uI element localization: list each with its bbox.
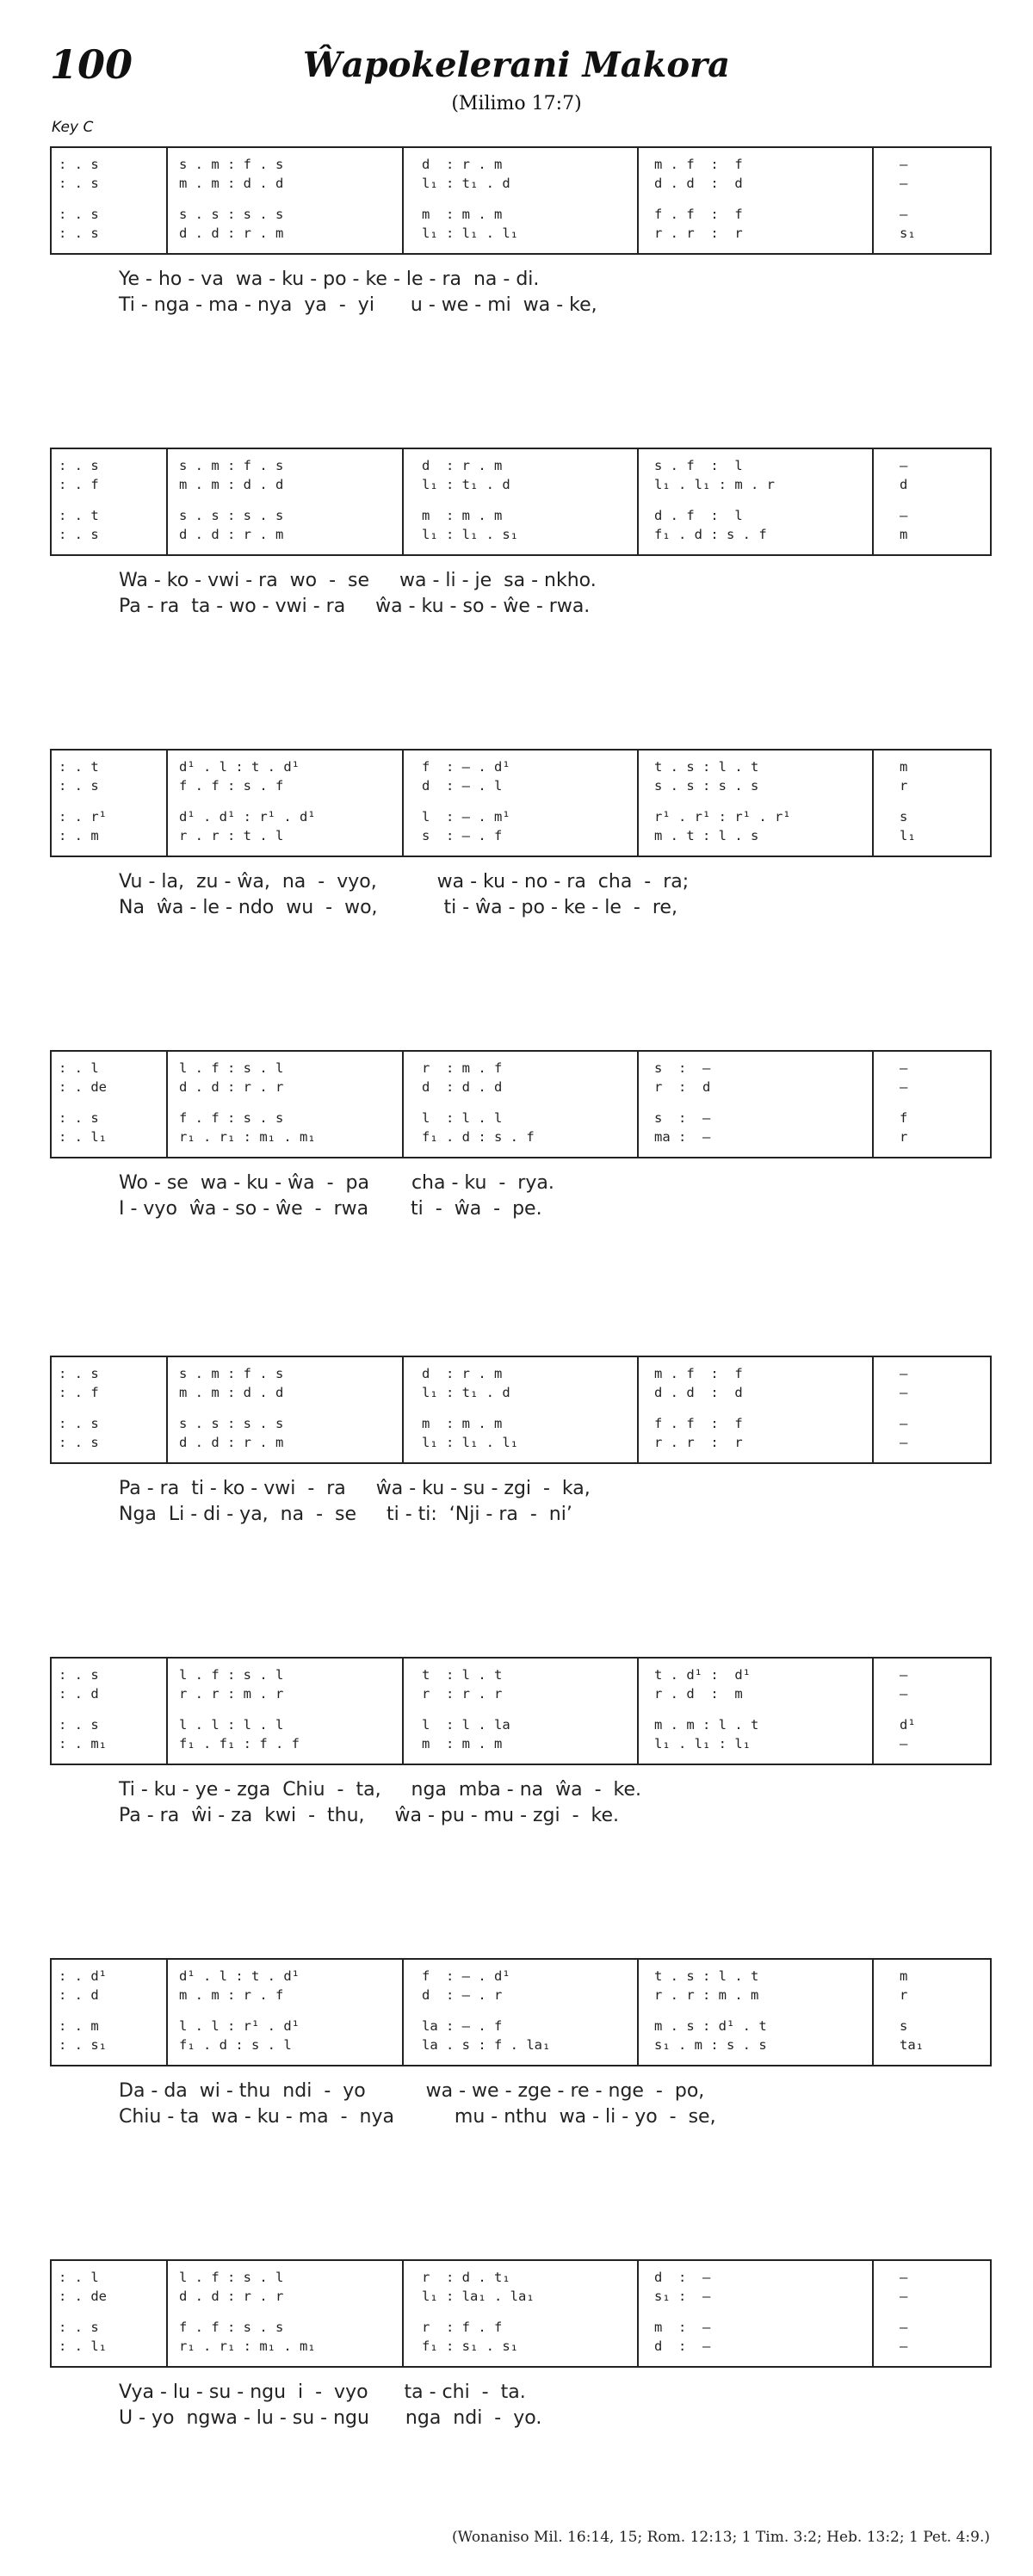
solfa-notes: m . m : d . d bbox=[179, 477, 284, 492]
solfa-notes: : . l bbox=[59, 1060, 99, 1076]
solfa-notes: d¹ . l : t . d¹ bbox=[179, 1968, 300, 1984]
solfa-notes: : . s bbox=[59, 225, 99, 241]
solfa-notes: : . l₁ bbox=[59, 1129, 107, 1145]
lyrics-block bbox=[50, 1171, 992, 1222]
voice-part-row bbox=[52, 174, 990, 193]
lyric-line: Vya - lu - su - ngu i - vyo ta - chi - ta. bbox=[119, 2381, 526, 2403]
solfa-notes: m . m : d . d bbox=[179, 176, 284, 191]
voice-part-row bbox=[52, 1414, 990, 1433]
solfa-notes: — bbox=[900, 1366, 908, 1381]
voice-part-row bbox=[52, 1967, 990, 1986]
solfa-notes: l₁ : l₁ . l₁ bbox=[422, 225, 518, 241]
voice-part-row bbox=[52, 525, 990, 544]
solfa-notes: : . m bbox=[59, 828, 99, 843]
solfa-notes: l₁ : t₁ . d bbox=[422, 1385, 510, 1400]
voice-part-row bbox=[52, 2035, 990, 2054]
solfa-notes: d : — bbox=[654, 2270, 711, 2285]
lyric-line: Da - da wi - thu ndi - yo wa - we - zge - re - nge - po, bbox=[119, 2080, 705, 2102]
solfa-notes: d bbox=[900, 477, 908, 492]
solfa-notes: — bbox=[900, 2320, 908, 2335]
voice-part-row bbox=[52, 1433, 990, 1452]
lyrics-block bbox=[50, 568, 992, 620]
solfa-notes: m . m : l . t bbox=[654, 1717, 759, 1733]
solfa-notes: — bbox=[900, 207, 908, 222]
solfa-notes: r₁ . r₁ : m₁ . m₁ bbox=[179, 1129, 316, 1145]
solfa-notes: m : m . m bbox=[422, 207, 503, 222]
voice-part-row bbox=[52, 776, 990, 795]
solfa-notes: — bbox=[900, 157, 908, 172]
solfa-notes: f₁ : s₁ . s₁ bbox=[422, 2338, 518, 2354]
solfa-notes: s bbox=[900, 2018, 908, 2034]
solfa-staff bbox=[50, 749, 992, 857]
solfa-notes: l₁ : t₁ . d bbox=[422, 477, 510, 492]
solfa-notes: d : d . d bbox=[422, 1079, 503, 1095]
solfa-notes: l : l . la bbox=[422, 1717, 510, 1733]
lyric-line: Ti - nga - ma - nya ya - yi u - we - mi wa - ke, bbox=[119, 294, 597, 316]
solfa-notes: d . d : r . m bbox=[179, 1435, 284, 1450]
voice-part-row bbox=[52, 1078, 990, 1096]
voice-part-row bbox=[52, 1715, 990, 1734]
solfa-notes: l₁ : l₁ . s₁ bbox=[422, 527, 518, 542]
solfa-notes: : . s bbox=[59, 1110, 99, 1126]
solfa-notes: l : – . m¹ bbox=[422, 809, 510, 825]
solfa-notes: : . de bbox=[59, 2289, 107, 2304]
solfa-notes: : . s bbox=[59, 2320, 99, 2335]
solfa-notes: r bbox=[900, 1987, 908, 2003]
solfa-notes: l . f : s . l bbox=[179, 2270, 284, 2285]
solfa-notes: m . f : f bbox=[654, 157, 743, 172]
voice-part-row bbox=[52, 2287, 990, 2306]
solfa-notes: r . r : m . r bbox=[179, 1686, 284, 1702]
solfa-notes: r . d : m bbox=[654, 1686, 743, 1702]
solfa-notes: : . s bbox=[59, 1667, 99, 1683]
voice-part-row bbox=[52, 807, 990, 826]
lyric-line: Ti - ku - ye - zga Chiu - ta, nga mba - na ŵa - ke. bbox=[119, 1779, 641, 1801]
lyrics-block bbox=[50, 869, 992, 921]
solfa-notes: : . s bbox=[59, 157, 99, 172]
voice-part-row bbox=[52, 1364, 990, 1383]
voice-part-row bbox=[52, 2337, 990, 2356]
lyric-line: Wo - se wa - ku - ŵa - pa cha - ku - rya. bbox=[119, 1172, 554, 1194]
solfa-notes: r : d bbox=[654, 1079, 711, 1095]
solfa-notes: — bbox=[900, 1385, 908, 1400]
lyrics-block bbox=[50, 267, 992, 318]
music-system bbox=[50, 1657, 992, 1829]
solfa-notes: — bbox=[900, 1435, 908, 1450]
solfa-notes: d . f : l bbox=[654, 508, 743, 523]
hymn-header bbox=[0, 0, 1033, 136]
solfa-notes: m : m . m bbox=[422, 508, 503, 523]
voice-part-row bbox=[52, 224, 990, 243]
solfa-notes: r : f . f bbox=[422, 2320, 503, 2335]
hymn-number: 100 bbox=[50, 41, 133, 88]
solfa-notes: : . f bbox=[59, 1385, 99, 1400]
music-system bbox=[50, 749, 992, 921]
solfa-notes: t : l . t bbox=[422, 1667, 503, 1683]
solfa-notes: d¹ . l : t . d¹ bbox=[179, 759, 300, 775]
solfa-notes: d . d : d bbox=[654, 176, 743, 191]
solfa-notes: — bbox=[900, 508, 908, 523]
solfa-notes: m : — bbox=[654, 2320, 711, 2335]
solfa-notes: s : — bbox=[654, 1110, 711, 1126]
lyric-line: Ye - ho - va wa - ku - po - ke - le - ra na - di. bbox=[119, 269, 540, 290]
solfa-notes: f : – . d¹ bbox=[422, 759, 510, 775]
solfa-notes: — bbox=[900, 1079, 908, 1095]
solfa-notes: : . s bbox=[59, 1717, 99, 1733]
solfa-notes: — bbox=[900, 1736, 908, 1751]
solfa-notes: : . d bbox=[59, 1987, 99, 2003]
solfa-notes: r . r : r bbox=[654, 225, 743, 241]
voice-part-row bbox=[52, 757, 990, 776]
solfa-notes: s₁ . m : s . s bbox=[654, 2037, 767, 2053]
voice-part-row bbox=[52, 2017, 990, 2035]
voice-part-row bbox=[52, 1665, 990, 1684]
solfa-notes: f . f : f bbox=[654, 207, 743, 222]
solfa-notes: l₁ : la₁ . la₁ bbox=[422, 2289, 535, 2304]
lyric-line: Pa - ra ŵi - za kwi - thu, ŵa - pu - mu - zgi - ke. bbox=[119, 1805, 620, 1826]
voice-part-row bbox=[52, 2268, 990, 2287]
solfa-notes: m . t : l . s bbox=[654, 828, 759, 843]
voice-part-row bbox=[52, 2318, 990, 2337]
solfa-staff bbox=[50, 1050, 992, 1158]
solfa-notes: — bbox=[900, 1686, 908, 1702]
lyric-line: U - yo ngwa - lu - su - ngu nga ndi - yo. bbox=[119, 2407, 542, 2429]
solfa-notes: l₁ . l₁ : l₁ bbox=[654, 1736, 751, 1751]
solfa-notes: d : r . m bbox=[422, 458, 503, 473]
solfa-staff bbox=[50, 1356, 992, 1464]
solfa-notes: la . s : f . la₁ bbox=[422, 2037, 551, 2053]
solfa-notes: : . s₁ bbox=[59, 2037, 107, 2053]
solfa-notes: f . f : s . f bbox=[179, 778, 284, 794]
solfa-notes: s . m : f . s bbox=[179, 1366, 284, 1381]
solfa-notes: r₁ . r₁ : m₁ . m₁ bbox=[179, 2338, 316, 2354]
lyric-line: Vu - la, zu - ŵa, na - vyo, wa - ku - no - ra cha - ra; bbox=[119, 871, 690, 893]
lyrics-block bbox=[50, 2079, 992, 2130]
solfa-notes: d . d : d bbox=[654, 1385, 743, 1400]
solfa-notes: : . s bbox=[59, 458, 99, 473]
solfa-notes: t . s : l . t bbox=[654, 759, 759, 775]
solfa-staff bbox=[50, 448, 992, 556]
solfa-notes: m bbox=[900, 1968, 908, 1984]
solfa-notes: r : m . f bbox=[422, 1060, 503, 1076]
solfa-notes: s : – . f bbox=[422, 828, 503, 843]
solfa-notes: m : m . m bbox=[422, 1416, 503, 1431]
solfa-notes: d . d : r . r bbox=[179, 1079, 284, 1095]
voice-part-row bbox=[52, 475, 990, 494]
solfa-notes: : . d¹ bbox=[59, 1968, 107, 1984]
lyrics-block bbox=[50, 1476, 992, 1528]
lyric-line: Nga Li - di - ya, na - se ti - ti: ‘Nji - ra - ni’ bbox=[119, 1504, 572, 1525]
voice-part-row bbox=[52, 205, 990, 224]
solfa-notes: — bbox=[900, 1416, 908, 1431]
solfa-notes: d : – . l bbox=[422, 778, 503, 794]
lyrics-block bbox=[50, 1777, 992, 1829]
footnote-references: (Wonaniso Mil. 16:14, 15; Rom. 12:13; 1 Tim. 3:2; Heb. 13:2; 1 Pet. 4:9.) bbox=[451, 2529, 990, 2546]
solfa-notes: — bbox=[900, 458, 908, 473]
solfa-notes: m . f : f bbox=[654, 1366, 743, 1381]
music-system bbox=[50, 1356, 992, 1528]
lyric-line: Pa - ra ti - ko - vwi - ra ŵa - ku - su - zgi - ka, bbox=[119, 1478, 591, 1499]
solfa-notes: : . s bbox=[59, 1435, 99, 1450]
solfa-notes: s . s : s . s bbox=[179, 508, 284, 523]
solfa-notes: : . r¹ bbox=[59, 809, 107, 825]
voice-part-row bbox=[52, 1059, 990, 1078]
solfa-notes: — bbox=[900, 176, 908, 191]
voice-part-row bbox=[52, 826, 990, 845]
solfa-notes: s : — bbox=[654, 1060, 711, 1076]
solfa-notes: d¹ bbox=[900, 1717, 916, 1733]
solfa-notes: s . f : l bbox=[654, 458, 743, 473]
solfa-notes: l : l . l bbox=[422, 1110, 503, 1126]
solfa-notes: r . r : t . l bbox=[179, 828, 284, 843]
solfa-notes: : . s bbox=[59, 176, 99, 191]
solfa-notes: s . s : s . s bbox=[179, 1416, 284, 1431]
scripture-reference: (Milimo 17:7) bbox=[451, 93, 582, 114]
solfa-notes: : . t bbox=[59, 508, 99, 523]
solfa-notes: r . r : r bbox=[654, 1435, 743, 1450]
solfa-notes: — bbox=[900, 2270, 908, 2285]
solfa-notes: f . f : s . s bbox=[179, 1110, 284, 1126]
music-system bbox=[50, 146, 992, 318]
solfa-notes: : . s bbox=[59, 527, 99, 542]
solfa-notes: — bbox=[900, 1060, 908, 1076]
solfa-staff bbox=[50, 1958, 992, 2066]
solfa-notes: : . m₁ bbox=[59, 1736, 107, 1751]
solfa-notes: l . f : s . l bbox=[179, 1667, 284, 1683]
solfa-notes: r bbox=[900, 778, 908, 794]
solfa-notes: ta₁ bbox=[900, 2037, 924, 2053]
music-system bbox=[50, 2259, 992, 2431]
solfa-notes: f₁ . d : s . f bbox=[422, 1129, 535, 1145]
music-system bbox=[50, 1958, 992, 2130]
solfa-notes: m . s : d¹ . t bbox=[654, 2018, 767, 2034]
solfa-notes: m : m . m bbox=[422, 1736, 503, 1751]
solfa-notes: f bbox=[900, 1110, 908, 1126]
solfa-notes: s bbox=[900, 809, 908, 825]
solfa-notes: d : r . m bbox=[422, 157, 503, 172]
solfa-notes: r . r : m . m bbox=[654, 1987, 759, 2003]
solfa-notes: ma : — bbox=[654, 1129, 711, 1145]
solfa-notes: s . s : s . s bbox=[654, 778, 759, 794]
solfa-notes: m . m : d . d bbox=[179, 1385, 284, 1400]
solfa-staff bbox=[50, 1657, 992, 1765]
solfa-notes: s . s : s . s bbox=[179, 207, 284, 222]
solfa-notes: : . s bbox=[59, 778, 99, 794]
solfa-notes: : . f bbox=[59, 477, 99, 492]
solfa-notes: d . d : r . m bbox=[179, 527, 284, 542]
solfa-notes: l . l : l . l bbox=[179, 1717, 284, 1733]
voice-part-row bbox=[52, 1986, 990, 2005]
solfa-notes: t . d¹ : d¹ bbox=[654, 1667, 751, 1683]
solfa-notes: : . de bbox=[59, 1079, 107, 1095]
solfa-notes: l₁ : l₁ . l₁ bbox=[422, 1435, 518, 1450]
lyrics-block bbox=[50, 2380, 992, 2431]
solfa-notes: — bbox=[900, 1667, 908, 1683]
solfa-notes: f : – . d¹ bbox=[422, 1968, 510, 1984]
solfa-notes: d . d : r . r bbox=[179, 2289, 284, 2304]
lyric-line: Pa - ra ta - wo - vwi - ra ŵa - ku - so - ŵe - rwa. bbox=[119, 596, 591, 617]
voice-part-row bbox=[52, 456, 990, 475]
solfa-notes: r : d . t₁ bbox=[422, 2270, 510, 2285]
solfa-notes: l₁ : t₁ . d bbox=[422, 176, 510, 191]
solfa-notes: l . f : s . l bbox=[179, 1060, 284, 1076]
solfa-notes: — bbox=[900, 2338, 908, 2354]
lyric-line: I - vyo ŵa - so - ŵe - rwa ti - ŵa - pe. bbox=[119, 1198, 542, 1220]
solfa-notes: d . d : r . m bbox=[179, 225, 284, 241]
solfa-notes: f₁ . f₁ : f . f bbox=[179, 1736, 300, 1751]
solfa-notes: f . f : s . s bbox=[179, 2320, 284, 2335]
music-system bbox=[50, 448, 992, 620]
solfa-notes: f₁ . d : s . f bbox=[654, 527, 767, 542]
solfa-notes: d : – . r bbox=[422, 1987, 503, 2003]
solfa-notes: : . d bbox=[59, 1686, 99, 1702]
voice-part-row bbox=[52, 506, 990, 525]
lyric-line: Chiu - ta wa - ku - ma - nya mu - nthu wa - li - yo - se, bbox=[119, 2106, 716, 2128]
voice-part-row bbox=[52, 1127, 990, 1146]
lyric-line: Wa - ko - vwi - ra wo - se wa - li - je sa - nkho. bbox=[119, 570, 597, 591]
solfa-notes: : . s bbox=[59, 207, 99, 222]
solfa-notes: s . m : f . s bbox=[179, 458, 284, 473]
solfa-staff bbox=[50, 2259, 992, 2368]
voice-part-row bbox=[52, 155, 990, 174]
solfa-notes: : . s bbox=[59, 1416, 99, 1431]
solfa-notes: r : r . r bbox=[422, 1686, 503, 1702]
solfa-notes: : . l bbox=[59, 2270, 99, 2285]
solfa-notes: l . l : r¹ . d¹ bbox=[179, 2018, 300, 2034]
voice-part-row bbox=[52, 1734, 990, 1753]
solfa-notes: d¹ . d¹ : r¹ . d¹ bbox=[179, 809, 316, 825]
solfa-notes: l₁ . l₁ : m . r bbox=[654, 477, 775, 492]
solfa-notes: m . m : r . f bbox=[179, 1987, 284, 2003]
solfa-notes: m bbox=[900, 527, 908, 542]
solfa-notes: : . t bbox=[59, 759, 99, 775]
solfa-notes: d : — bbox=[654, 2338, 711, 2354]
key-signature: Key C bbox=[52, 119, 94, 136]
solfa-staff bbox=[50, 146, 992, 255]
solfa-notes: : . s bbox=[59, 1366, 99, 1381]
voice-part-row bbox=[52, 1383, 990, 1402]
solfa-notes: la : – . f bbox=[422, 2018, 503, 2034]
solfa-notes: d : r . m bbox=[422, 1366, 503, 1381]
music-system bbox=[50, 1050, 992, 1222]
solfa-notes: r bbox=[900, 1129, 908, 1145]
solfa-notes: l₁ bbox=[900, 828, 916, 843]
solfa-notes: s₁ bbox=[900, 225, 916, 241]
solfa-notes: — bbox=[900, 2289, 908, 2304]
solfa-notes: : . m bbox=[59, 2018, 99, 2034]
solfa-notes: m bbox=[900, 759, 908, 775]
solfa-notes: : . l₁ bbox=[59, 2338, 107, 2354]
lyric-line: Na ŵa - le - ndo wu - wo, ti - ŵa - po - ke - le - re, bbox=[119, 897, 677, 918]
solfa-notes: s₁ : — bbox=[654, 2289, 711, 2304]
solfa-notes: f . f : f bbox=[654, 1416, 743, 1431]
solfa-notes: t . s : l . t bbox=[654, 1968, 759, 1984]
solfa-notes: f₁ . d : s . l bbox=[179, 2037, 292, 2053]
hymn-title: Ŵapokelerani Makora bbox=[302, 45, 731, 85]
voice-part-row bbox=[52, 1109, 990, 1127]
solfa-notes: r¹ . r¹ : r¹ . r¹ bbox=[654, 809, 791, 825]
solfa-notes: s . m : f . s bbox=[179, 157, 284, 172]
voice-part-row bbox=[52, 1684, 990, 1703]
